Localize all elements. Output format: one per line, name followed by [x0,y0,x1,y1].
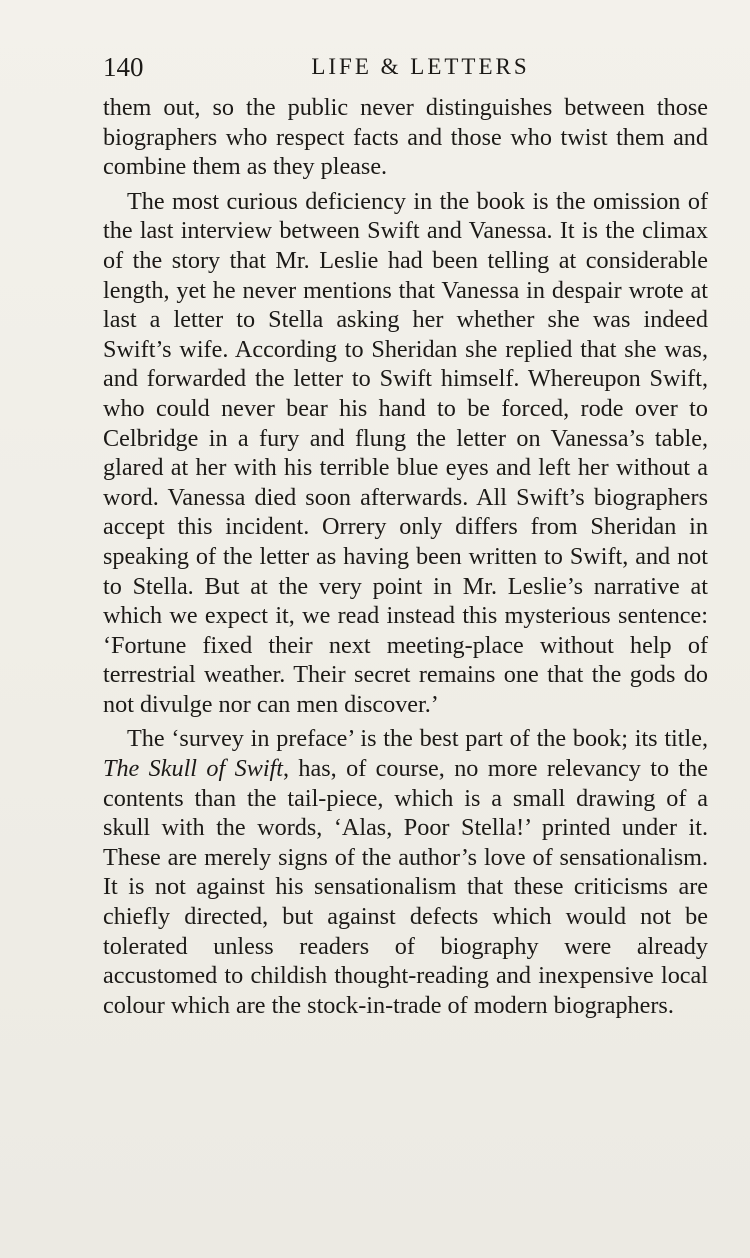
paragraph-3 [103,724,708,1020]
paragraph-3-start: The ‘survey in preface’ is the best part of the book; its title, [127,725,708,753]
paragraph-3-end: , has, of course, no more relevancy to the contents than the tail-piece, which is a small drawing of a skull with the words, ‘Alas, Poor Stella!’ printed under it. These are merely signs of the author’s love of sensationalism. It is not against his sensationalism that these criticisms are chiefly directed, but against defects which would not be tolerated unless readers of biography were already accustomed to childish thought-reading and inexpensive local colour which are the stock-in-trade of modern biographers. [103,755,708,1019]
paragraph-1: them out, so the public never distinguishes between those biographers who respect facts and those who twist them and combine them as they please. [103,94,708,181]
running-title: LIFE & LETTERS [311,54,530,79]
page-header [103,49,708,85]
book-title-italic: The Skull of Swift [103,755,283,783]
page-number: 140 [103,52,144,82]
body-text [103,93,708,1020]
paragraph-2: The most curious deficiency in the book is the omission of the last interview between Swift and Vanessa. It is the climax of the story that Mr. Leslie had been telling at considerable length, yet he never mentions that Vanessa in despair wrote at last a letter to Stella asking her whether she was indeed Swift’s wife. According to Sheridan she replied that she was, and forwarded the letter to Swift himself. Whereupon Swift, who could never bear his hand to be forced, rode over to Celbridge in a fury and flung the letter on Vanessa’s table, glared at her with his terrible blue eyes and left her without a word. Vanessa died soon afterwards. All Swift’s biographers accept this incident. Orrery only differs from Sheridan in speaking of the letter as having been written to Swift, and not to Stella. But at the very point in Mr. Leslie’s narrative at which we expect it, we read instead this mysterious sentence: ‘Fortune fixed their next meeting-place without help of terrestrial weather. Their secret remains one that the gods do not divulge nor can men discover.’ [103,187,708,718]
